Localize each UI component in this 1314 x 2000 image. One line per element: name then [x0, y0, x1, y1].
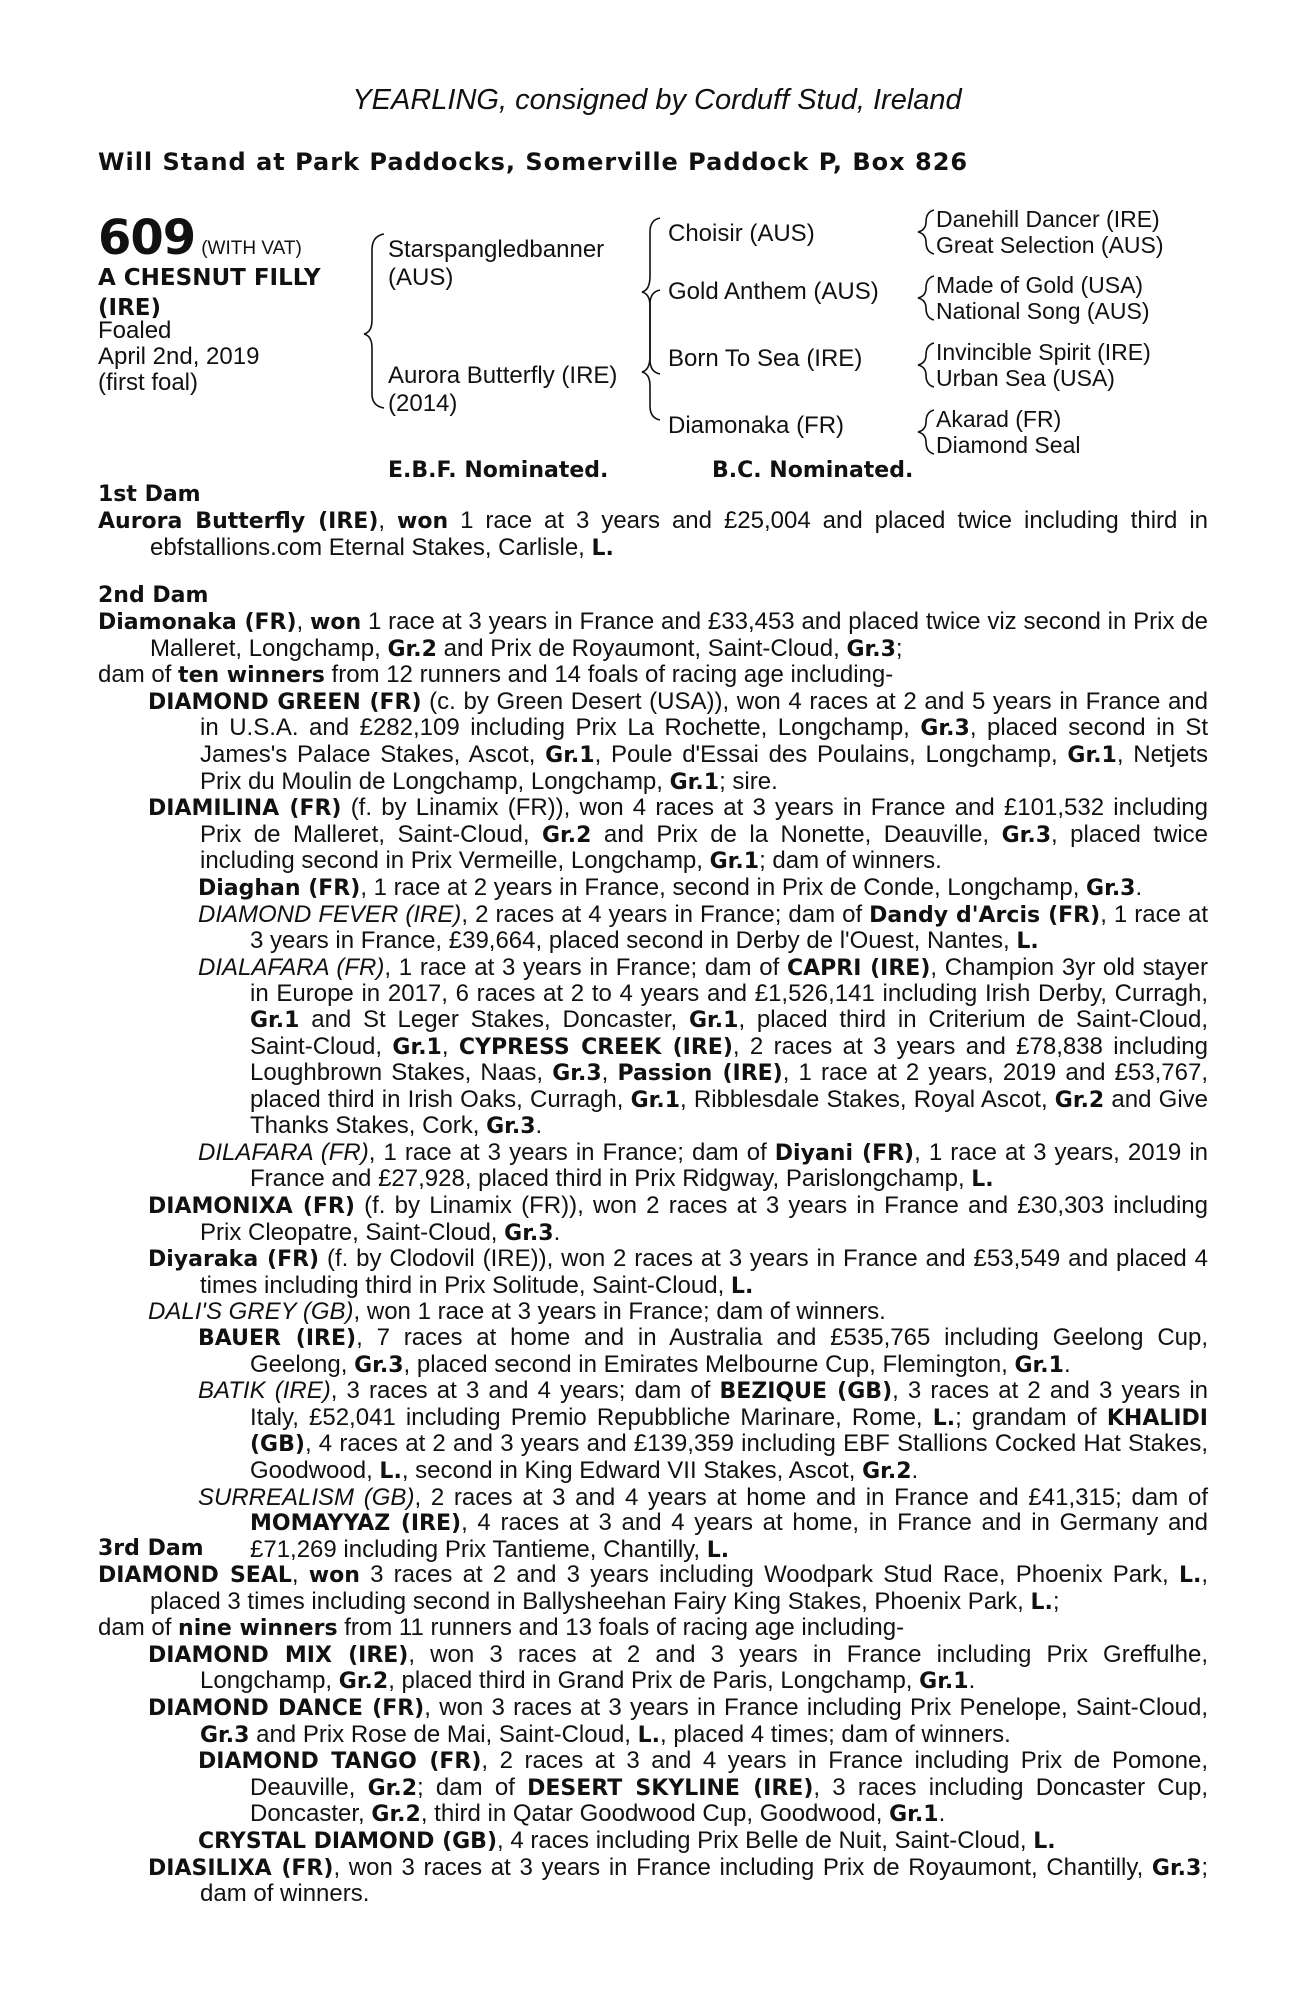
third-dam-section — [98, 1536, 1208, 1907]
text-run: , Ribblesdale Stakes, Royal Ascot, — [680, 1085, 1055, 1113]
gen3-8: Diamond Seal — [936, 432, 1081, 458]
text-run: , placed second in Emirates Melbourne Cup, Flemington, — [403, 1350, 1015, 1378]
bold-run: DIAMOND MIX (IRE) — [148, 1642, 409, 1668]
text-run: , placed second in St James's Palace Stakes, Ascot, — [200, 714, 1208, 768]
italic-run: BATIK (IRE) — [198, 1377, 331, 1405]
text-run: , Poule d'Essai des Poulains, Longchamp, — [594, 740, 1068, 768]
bold-run: Gr.3 — [920, 716, 970, 742]
text-run: (f. by Linamix (FR)), won 4 races at 3 years in France and £101,532 including Prix de Malleret, Saint-Cloud, — [200, 794, 1208, 848]
first-dam-grade: L. — [591, 535, 614, 561]
text-run: , 3 races at 3 and 4 years; dam of — [330, 1377, 720, 1405]
text-run: , 2 races at 3 and 4 years in France including Prix de Pomone, Deauville, — [250, 1747, 1208, 1801]
bold-run: Gr.3 — [846, 636, 896, 662]
text-run: dam of — [98, 1614, 179, 1642]
italic-run: DALI'S GREY (GB) — [148, 1298, 354, 1326]
text-run: (c. by Green Desert (USA)), won 4 races at 2 and 5 years in France and in U.S.A. and £282,109 including Prix La Rochette, Longchamp, — [200, 687, 1209, 742]
bold-run: Gr.1 — [919, 1669, 969, 1695]
gen3-5: Invincible Spirit (IRE) — [936, 339, 1151, 365]
text-run: , 2 races at 3 and 4 years at home and in France and £41,315; dam of — [414, 1483, 1208, 1511]
horse-description-line2: (IRE) — [98, 295, 162, 321]
bold-run: Dandy d'Arcis (FR) — [869, 902, 1101, 928]
text-run: ; dam of winners. — [759, 847, 942, 875]
second-dam-heading: 2nd Dam — [98, 583, 209, 608]
bold-run: DIAMOND TANGO (FR) — [198, 1749, 482, 1775]
first-dam-name: Aurora Butterfly (IRE) — [98, 509, 379, 534]
text-run: , 1 race at 2 years in France, second in Prix de Conde, Longchamp, — [360, 873, 1087, 901]
italic-run: SURREALISM (GB) — [198, 1483, 415, 1511]
bold-run: Gr.3 — [504, 1220, 554, 1246]
bold-run: Gr.1 — [689, 1007, 739, 1033]
bold-run: DIAMILINA (FR) — [148, 796, 342, 822]
sire-origin: (AUS) — [388, 264, 454, 291]
text-run: , 4 races at 3 and 4 years at home, in France and in Germany and £71,269 including Prix Tantieme, Chantilly, — [250, 1509, 1208, 1563]
text-run: , — [601, 1059, 618, 1087]
ebf-nominated: E.B.F. Nominated. — [388, 458, 609, 483]
produce-entry — [98, 1140, 1208, 1193]
stand-location: Will Stand at Park Paddocks, Somerville Paddock P, Box 826 — [98, 148, 969, 176]
sire-name: Starspangledbanner — [388, 236, 605, 263]
bold-run: KHALIDI (GB) — [250, 1405, 1208, 1458]
lot-number: 609 — [98, 210, 196, 266]
foaled-date: April 2nd, 2019 — [98, 343, 260, 370]
bold-run: L. — [637, 1722, 661, 1748]
produce-entry — [98, 1193, 1208, 1246]
bold-run: DIAMONIXA (FR) — [148, 1194, 355, 1220]
dam — [388, 362, 617, 418]
third-dam-heading: 3rd Dam — [98, 1536, 204, 1561]
bold-run: L. — [379, 1459, 402, 1484]
italic-run: DILAFARA (FR) — [198, 1138, 369, 1166]
dam-year: (2014) — [388, 390, 458, 417]
second-dam-produce-list — [98, 689, 1208, 1564]
first-dam-record: 1 race at 3 years and £25,004 and placed twice including third in ebfstallions.com Eternal Stakes, Carlisle, — [150, 507, 1208, 561]
text-run: from 11 runners and 13 foals of racing age including- — [337, 1614, 905, 1642]
text-run: . — [535, 1112, 543, 1140]
bold-run: Gr.3 — [552, 1061, 602, 1087]
text-run: and Prix de la Nonette, Deauville, — [591, 820, 1002, 848]
bold-run: Gr.3 — [1001, 822, 1052, 848]
first-dam-section — [98, 482, 1208, 561]
italic-run: DIAMOND FEVER (IRE) — [198, 900, 462, 928]
bold-run: Diamonaka (FR) — [98, 610, 297, 635]
text-run: , placed 4 times; dam of winners. — [660, 1720, 1011, 1748]
bold-run: Gr.1 — [250, 1007, 300, 1033]
text-run: . — [553, 1218, 561, 1246]
text-run: , won 3 races at 3 years in France including Prix Penelope, Saint-Cloud, — [424, 1693, 1209, 1721]
text-run: (f. by Clodovil (IRE)), won 2 races at 3 years in France and £53,549 and placed 4 times including third in Prix Solitude, Saint-Cloud, — [200, 1245, 1209, 1299]
text-run: and Prix Rose de Mai, Saint-Cloud, — [249, 1720, 638, 1748]
text-run: ; — [1052, 1587, 1060, 1615]
text-run: . — [1135, 873, 1143, 901]
text-run: , 2 races at 4 years in France; dam of — [461, 900, 870, 928]
bold-run: Gr.1 — [1067, 742, 1117, 768]
bold-run: Gr.1 — [669, 769, 720, 795]
produce-entry — [98, 1299, 1208, 1325]
bold-run: L. — [706, 1537, 730, 1563]
bold-run: CAPRI (IRE) — [786, 955, 931, 981]
text-run: , Netjets Prix du Moulin de Longchamp, Longchamp, — [200, 740, 1208, 795]
bold-run: L. — [1178, 1563, 1202, 1588]
produce-entry — [98, 1325, 1208, 1378]
text-run: , 4 races at 2 and 3 years and £139,359 including EBF Stallions Cocked Hat Stakes, Goodwood, — [250, 1430, 1208, 1484]
gen3-4: National Song (AUS) — [936, 298, 1150, 324]
text-run: dam of — [98, 661, 179, 689]
text-run: , 3 races including Doncaster Cup, Doncaster, — [250, 1773, 1209, 1828]
bold-run: Passion (IRE) — [617, 1061, 783, 1087]
bold-run: CYPRESS CREEK (IRE) — [458, 1034, 733, 1060]
bold-run: Gr.2 — [367, 1775, 418, 1801]
bold-run: DIAMOND GREEN (FR) — [148, 689, 422, 715]
bold-run: Gr.1 — [545, 742, 595, 768]
text-run: , — [441, 1032, 459, 1060]
text-run: ; dam of — [417, 1773, 528, 1801]
text-run: from 12 runners and 14 foals of racing age including- — [324, 661, 894, 689]
gen3-6: Urban Sea (USA) — [936, 365, 1115, 391]
text-run: , won 3 races at 3 years in France including Prix de Royaumont, Chantilly, — [333, 1853, 1152, 1881]
dam-sire: Born To Sea (IRE) — [668, 345, 863, 372]
gen3-1: Danehill Dancer (IRE) — [936, 206, 1160, 232]
bold-run: DIASILIXA (FR) — [148, 1855, 334, 1881]
text-run: , — [291, 1561, 309, 1588]
text-run: , third in Qatar Goodwood Cup, Goodwood, — [420, 1800, 890, 1828]
produce-entry — [98, 795, 1208, 875]
bold-run: Gr.1 — [889, 1802, 939, 1828]
text-run: , 1 race at 3 years in France; dam of — [384, 953, 787, 981]
bold-run: Gr.2 — [862, 1459, 912, 1484]
bold-run: L. — [932, 1405, 956, 1431]
gen3-3: Made of Gold (USA) — [936, 272, 1144, 298]
text-run: , 1 race at 3 years in France, £39,664, placed second in Derby de l'Ouest, Nantes, — [250, 900, 1208, 955]
text-run: and St Leger Stakes, Doncaster, — [299, 1005, 689, 1033]
bold-run: BAUER (IRE) — [198, 1326, 357, 1352]
produce-entry — [98, 955, 1208, 1140]
bold-run: CRYSTAL DIAMOND (GB) — [198, 1828, 497, 1854]
text-run: , second in King Edward VII Stakes, Ascot, — [401, 1457, 863, 1484]
produce-entry — [98, 875, 1208, 902]
bold-run: BEZIQUE (GB) — [719, 1379, 893, 1405]
text-run: , placed 3 times including second in Ballysheehan Fairy King Stakes, Phoenix Park, — [150, 1561, 1208, 1615]
bold-run: DIAMOND SEAL — [98, 1563, 292, 1588]
foaled-label: Foaled — [98, 317, 172, 344]
bold-run: won — [308, 1563, 360, 1588]
text-run: , won 1 race at 3 years in France; dam of winners. — [353, 1298, 886, 1326]
produce-entry — [98, 1855, 1208, 1907]
bold-run: DIAMOND DANCE (FR) — [148, 1695, 425, 1721]
produce-entry — [98, 1748, 1208, 1828]
bold-run: Gr.2 — [1054, 1087, 1105, 1113]
produce-entry — [98, 902, 1208, 955]
bold-run: Diyani (FR) — [774, 1140, 915, 1166]
bold-run: Gr.3 — [1151, 1855, 1202, 1881]
sire-sire: Choisir (AUS) — [668, 220, 815, 247]
text-run: and Prix de Royaumont, Saint-Cloud, — [436, 634, 847, 662]
text-run: , — [296, 608, 311, 635]
text-run: 3 races at 2 and 3 years including Woodpark Stud Race, Phoenix Park, — [359, 1561, 1179, 1588]
bold-run: Gr.2 — [338, 1669, 389, 1695]
text-run: and Give Thanks Stakes, Cork, — [250, 1085, 1208, 1140]
bold-run: DESERT SKYLINE (IRE) — [527, 1775, 814, 1801]
bold-run: won — [310, 610, 362, 635]
produce-entry — [98, 1378, 1208, 1484]
text-run: , 2 races at 3 years and £78,838 including Loughbrown Stakes, Naas, — [250, 1032, 1208, 1087]
bold-run: L. — [1033, 1828, 1056, 1854]
text-run: , won 3 races at 2 and 3 years in France including Prix Greffulhe, Longchamp, — [200, 1640, 1209, 1695]
produce-entry — [98, 1642, 1208, 1695]
third-dam-produce-list — [98, 1642, 1208, 1907]
third-dam-intro — [98, 1562, 1208, 1615]
produce-entry — [98, 1828, 1208, 1855]
bold-run: Gr.3 — [200, 1722, 250, 1748]
text-run: , 7 races at home and in Australia and £535,765 including Geelong Cup, Geelong, — [250, 1324, 1209, 1378]
bc-nominated: B.C. Nominated. — [712, 458, 914, 483]
text-run: , Champion 3yr old stayer in Europe in 2017, 6 races at 2 to 4 years and £1,526,141 including Irish Derby, Curragh, — [250, 953, 1208, 1008]
vat-note: (WITH VAT) — [201, 238, 302, 259]
bold-run: Diaghan (FR) — [198, 875, 361, 901]
sire-dam: Gold Anthem (AUS) — [668, 278, 879, 305]
text-run: ; sire. — [719, 767, 778, 795]
bold-run: Diyaraka (FR) — [148, 1247, 320, 1273]
text-run: 1 race at 3 years in France and £33,453 and placed twice viz second in Prix de Malleret, Longchamp, — [150, 608, 1208, 662]
bold-run: Gr.1 — [1014, 1352, 1064, 1378]
gen3-2: Great Selection (AUS) — [936, 232, 1164, 258]
bold-run: Gr.3 — [1086, 875, 1136, 901]
second-dam-intro — [98, 609, 1208, 662]
bold-run: nine winners — [178, 1616, 338, 1642]
bold-run: Gr.2 — [371, 1802, 421, 1828]
first-dam-won: won — [397, 509, 449, 534]
text-run: (f. by Linamix (FR)), won 2 races at 3 years in France and £30,303 including Prix Cleopatre, Saint-Cloud, — [200, 1192, 1208, 1246]
bold-run: ten winners — [178, 663, 325, 689]
bold-run: L. — [971, 1167, 994, 1193]
bold-run: L. — [1030, 1589, 1053, 1615]
produce-entry — [98, 1246, 1208, 1299]
text-run: ; — [895, 634, 903, 662]
text-run: , placed twice including second in Prix Vermeille, Longchamp, — [200, 820, 1209, 875]
bold-run: L. — [1016, 929, 1039, 955]
text-run: , 3 races at 2 and 3 years in Italy, £52,041 including Premio Repubbliche Marinare, Rome, — [250, 1377, 1208, 1431]
bold-run: Gr.3 — [486, 1114, 536, 1140]
text-run: . — [911, 1457, 919, 1484]
bold-run: Gr.1 — [709, 849, 760, 875]
dam-name: Aurora Butterfly (IRE) — [388, 362, 618, 389]
text-run: , placed third in Grand Prix de Paris, Longchamp, — [388, 1667, 920, 1695]
bold-run: Gr.2 — [387, 636, 437, 662]
bold-run: Gr.3 — [354, 1352, 404, 1378]
bold-run: MOMAYYAZ (IRE) — [250, 1511, 462, 1537]
consignor-line: YEARLING, consigned by Corduff Stud, Ireland — [352, 84, 962, 116]
text-run: , placed third in Criterium de Saint-Cloud, Saint-Cloud, — [250, 1005, 1208, 1060]
text-run: , 1 race at 2 years, 2019 and £53,767, placed third in Irish Oaks, Curragh, — [250, 1059, 1208, 1113]
produce-entry — [98, 1695, 1208, 1748]
first-dam-text: Aurora Butterfly (IRE), won 1 race at 3 years and £25,004 and placed twice including third in ebfstallions.com Eternal Stakes, Carlisle, L. — [98, 507, 1208, 561]
text-run: , 1 race at 3 years, 2019 in France and £27,928, placed third in Prix Ridgway, Parislongchamp, — [250, 1138, 1209, 1193]
text-run: . — [1063, 1350, 1071, 1378]
second-dam-section — [98, 583, 1208, 1563]
text-run: , 4 races including Prix Belle de Nuit, Saint-Cloud, — [497, 1826, 1034, 1854]
second-dam-produce — [98, 662, 1208, 689]
text-run: , 1 race at 3 years in France; dam of — [368, 1138, 775, 1166]
third-dam-produce — [98, 1615, 1208, 1642]
text-run: . — [938, 1800, 946, 1828]
gen3-7: Akarad (FR) — [936, 406, 1062, 432]
horse-description-line1: A CHESNUT FILLY — [98, 265, 321, 291]
foaled-note: (first foal) — [98, 369, 199, 396]
bold-run: Gr.1 — [630, 1087, 681, 1113]
bold-run: Gr.1 — [392, 1034, 442, 1060]
text-run: ; dam of winners. — [200, 1853, 1209, 1908]
bold-run: Gr.2 — [542, 822, 592, 848]
bold-run: L. — [730, 1273, 754, 1299]
text-run: ; grandam of — [955, 1403, 1107, 1431]
first-dam-heading: 1st Dam — [98, 482, 201, 507]
produce-entry — [98, 689, 1208, 795]
italic-run: DIALAFARA (FR) — [198, 953, 385, 981]
dam-dam: Diamonaka (FR) — [668, 412, 845, 439]
text-run: . — [968, 1667, 976, 1695]
sire — [388, 236, 604, 292]
